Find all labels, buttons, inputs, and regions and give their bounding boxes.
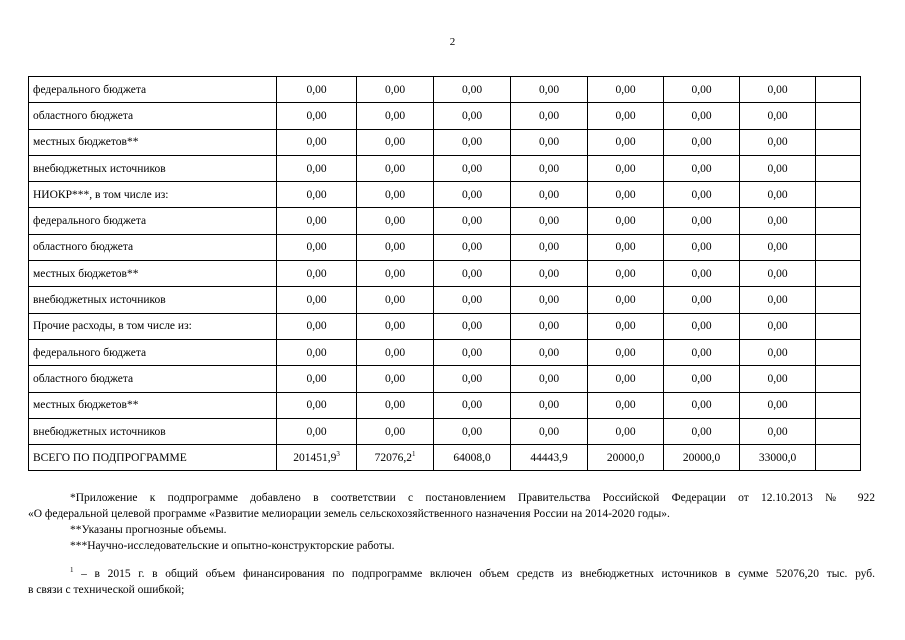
empty-cell (816, 366, 861, 392)
total-value-text: 33000,0 (758, 451, 797, 464)
row-value: 0,00 (740, 313, 816, 339)
table-row (29, 392, 861, 418)
row-label: внебюджетных источников (29, 287, 277, 313)
row-value: 0,00 (664, 234, 740, 260)
row-value: 0,00 (277, 155, 357, 181)
row-value: 0,00 (277, 234, 357, 260)
row-value: 0,00 (434, 155, 511, 181)
row-value: 0,00 (277, 313, 357, 339)
total-value (357, 445, 434, 471)
table-row (29, 182, 861, 208)
total-value-text: 72076,2 (374, 451, 412, 464)
footnote-marker: 1 (70, 566, 74, 575)
row-value: 0,00 (740, 392, 816, 418)
row-value: 0,00 (357, 261, 434, 287)
table-row (29, 313, 861, 339)
row-value: 0,00 (588, 366, 664, 392)
empty-cell (816, 445, 861, 471)
row-value: 0,00 (434, 208, 511, 234)
table-row (29, 234, 861, 260)
row-value: 0,00 (740, 155, 816, 181)
total-value (277, 445, 357, 471)
row-value: 0,00 (588, 313, 664, 339)
row-value: 0,00 (277, 182, 357, 208)
row-value: 0,00 (277, 392, 357, 418)
empty-cell (816, 129, 861, 155)
empty-cell (816, 182, 861, 208)
row-value: 0,00 (277, 418, 357, 444)
table-row (29, 261, 861, 287)
row-value: 0,00 (511, 339, 588, 365)
table-row (29, 129, 861, 155)
footnotes (28, 490, 875, 598)
page-number: 2 (449, 36, 456, 48)
row-value: 0,00 (588, 287, 664, 313)
empty-cell (816, 103, 861, 129)
row-value: 0,00 (664, 366, 740, 392)
row-value: 0,00 (664, 155, 740, 181)
row-value: 0,00 (740, 339, 816, 365)
row-value: 0,00 (664, 392, 740, 418)
row-value: 0,00 (357, 287, 434, 313)
total-label: ВСЕГО ПО ПОДПРОГРАММЕ (29, 445, 277, 471)
empty-cell (816, 339, 861, 365)
row-value: 0,00 (740, 129, 816, 155)
row-value: 0,00 (664, 182, 740, 208)
row-value: 0,00 (511, 155, 588, 181)
total-value (434, 445, 511, 471)
row-value: 0,00 (664, 103, 740, 129)
row-value: 0,00 (511, 129, 588, 155)
total-value (740, 445, 816, 471)
row-label: местных бюджетов** (29, 129, 277, 155)
row-label: местных бюджетов** (29, 392, 277, 418)
row-value: 0,00 (434, 287, 511, 313)
funding-table (28, 76, 861, 471)
row-value: 0,00 (511, 234, 588, 260)
total-value (664, 445, 740, 471)
row-label: областного бюджета (29, 103, 277, 129)
row-value: 0,00 (434, 261, 511, 287)
footnote-forecast: **Указаны прогнозные объемы. (70, 524, 227, 536)
footnote-marker: 3 (336, 449, 340, 458)
row-value: 0,00 (434, 313, 511, 339)
empty-cell (816, 155, 861, 181)
row-value: 0,00 (664, 339, 740, 365)
row-value: 0,00 (434, 103, 511, 129)
row-value: 0,00 (588, 339, 664, 365)
row-value: 0,00 (277, 77, 357, 103)
row-value: 0,00 (511, 392, 588, 418)
row-label: НИОКР***, в том числе из: (29, 182, 277, 208)
row-value: 0,00 (357, 234, 434, 260)
row-value: 0,00 (434, 366, 511, 392)
row-value: 0,00 (588, 103, 664, 129)
row-value: 0,00 (664, 418, 740, 444)
row-value: 0,00 (740, 182, 816, 208)
total-value-text: 64008,0 (453, 451, 491, 464)
row-value: 0,00 (277, 287, 357, 313)
row-value: 0,00 (588, 392, 664, 418)
total-value-text: 44443,9 (530, 451, 568, 464)
empty-cell (816, 77, 861, 103)
row-value: 0,00 (511, 287, 588, 313)
row-value: 0,00 (277, 366, 357, 392)
empty-cell (816, 234, 861, 260)
table-row (29, 339, 861, 365)
row-value: 0,00 (434, 392, 511, 418)
row-value: 0,00 (434, 77, 511, 103)
row-value: 0,00 (664, 287, 740, 313)
row-value: 0,00 (357, 313, 434, 339)
row-value: 0,00 (434, 129, 511, 155)
row-value: 0,00 (664, 261, 740, 287)
row-value: 0,00 (357, 208, 434, 234)
row-label: областного бюджета (29, 234, 277, 260)
table-row (29, 366, 861, 392)
table-row (29, 418, 861, 444)
footnote-correction-text: – в 2015 г. в общий объем финансирования по подпрограмме включен объем средств из внебюджетных источников в сумме 52076,20 тыс. руб. (73, 568, 875, 580)
row-value: 0,00 (740, 366, 816, 392)
row-value: 0,00 (588, 155, 664, 181)
row-label: федерального бюджета (29, 208, 277, 234)
footnote-correction (28, 566, 875, 582)
empty-cell (816, 392, 861, 418)
row-value: 0,00 (277, 339, 357, 365)
total-row (29, 445, 861, 471)
empty-cell (816, 287, 861, 313)
total-value-text: 20000,0 (606, 451, 645, 464)
row-value: 0,00 (357, 103, 434, 129)
row-value: 0,00 (511, 261, 588, 287)
row-value: 0,00 (511, 313, 588, 339)
total-value (511, 445, 588, 471)
row-value: 0,00 (588, 182, 664, 208)
row-value: 0,00 (588, 208, 664, 234)
row-value: 0,00 (740, 103, 816, 129)
row-value: 0,00 (588, 418, 664, 444)
row-value: 0,00 (277, 103, 357, 129)
row-value: 0,00 (588, 234, 664, 260)
row-value: 0,00 (357, 182, 434, 208)
empty-cell (816, 418, 861, 444)
row-value: 0,00 (588, 129, 664, 155)
table-row (29, 208, 861, 234)
row-value: 0,00 (357, 339, 434, 365)
table-row (29, 103, 861, 129)
table-row (29, 287, 861, 313)
row-label: областного бюджета (29, 366, 277, 392)
table-row (29, 155, 861, 181)
row-value: 0,00 (588, 77, 664, 103)
row-value: 0,00 (357, 418, 434, 444)
row-value: 0,00 (664, 77, 740, 103)
row-label: внебюджетных источников (29, 155, 277, 181)
row-label: Прочие расходы, в том числе из: (29, 313, 277, 339)
row-value: 0,00 (357, 392, 434, 418)
footnote-appendix: *Приложение к подпрограмме добавлено в соответствии с постановлением Правительства Российской Федерации от 12.10.2013 № 922 (70, 492, 875, 504)
row-value: 0,00 (664, 208, 740, 234)
row-value: 0,00 (357, 129, 434, 155)
footnote-marker: 1 (411, 449, 416, 458)
row-label: федерального бюджета (29, 339, 277, 365)
row-value: 0,00 (434, 234, 511, 260)
total-value-text: 20000,0 (682, 451, 721, 464)
row-value: 0,00 (511, 418, 588, 444)
total-value (588, 445, 664, 471)
row-value: 0,00 (511, 366, 588, 392)
footnote-niokr: ***Научно-исследовательские и опытно-конструкторские работы. (70, 540, 395, 552)
row-value: 0,00 (511, 182, 588, 208)
footnote-correction-cont: в связи с технической ошибкой; (28, 584, 185, 596)
row-value: 0,00 (357, 155, 434, 181)
row-value: 0,00 (740, 234, 816, 260)
row-value: 0,00 (434, 182, 511, 208)
row-value: 0,00 (511, 208, 588, 234)
row-value: 0,00 (588, 261, 664, 287)
row-value: 0,00 (277, 261, 357, 287)
row-value: 0,00 (511, 77, 588, 103)
empty-cell (816, 208, 861, 234)
row-value: 0,00 (434, 418, 511, 444)
row-value: 0,00 (434, 339, 511, 365)
row-value: 0,00 (740, 287, 816, 313)
row-value: 0,00 (664, 129, 740, 155)
row-value: 0,00 (277, 129, 357, 155)
row-value: 0,00 (357, 77, 434, 103)
row-value: 0,00 (511, 103, 588, 129)
row-value: 0,00 (277, 208, 357, 234)
table-row (29, 77, 861, 103)
row-value: 0,00 (357, 366, 434, 392)
empty-cell (816, 313, 861, 339)
row-value: 0,00 (664, 313, 740, 339)
row-label: федерального бюджета (29, 77, 277, 103)
footnote-appendix-cont: «О федеральной целевой программе «Развитие мелиорации земель сельскохозяйственного назначения России на 2014-2020 годы». (28, 508, 670, 520)
row-value: 0,00 (740, 418, 816, 444)
row-value: 0,00 (740, 77, 816, 103)
total-value-text: 201451,9 (293, 451, 337, 464)
empty-cell (816, 261, 861, 287)
row-label: местных бюджетов** (29, 261, 277, 287)
row-value: 0,00 (740, 208, 816, 234)
row-value: 0,00 (740, 261, 816, 287)
row-label: внебюджетных источников (29, 418, 277, 444)
